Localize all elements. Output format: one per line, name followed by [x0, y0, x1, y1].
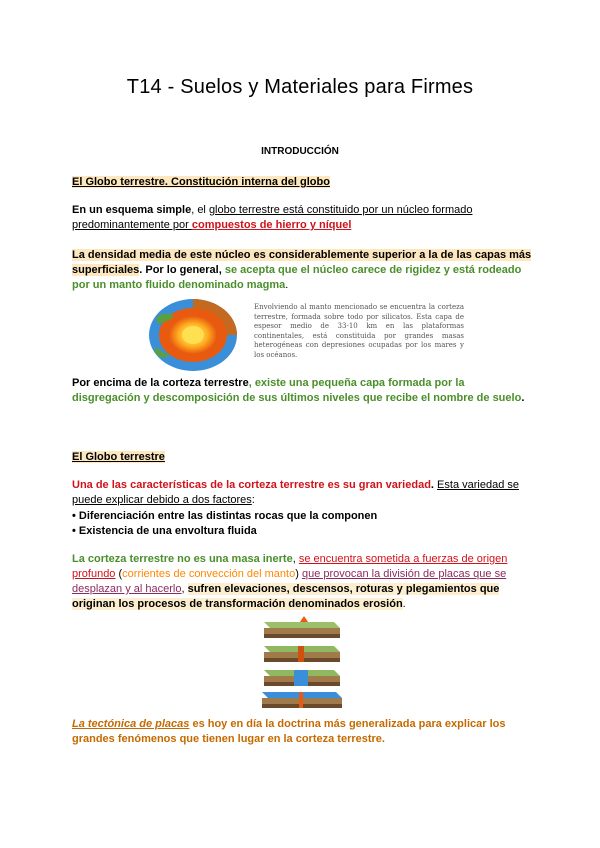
p1-a: En un esquema simple — [72, 204, 192, 216]
s2p1-c: Esta variedad se puede explicar debido a dos factores — [72, 479, 519, 506]
paragraph-soil — [72, 376, 532, 406]
p1-c: globo terrestre está constituido por un núcleo formado predominantemente por — [72, 204, 473, 231]
plate-stage-1 — [264, 616, 340, 638]
section1-heading: El Globo terrestre. Constitución interna del globo — [72, 176, 330, 188]
paragraph-tectonics — [72, 717, 532, 747]
s2p3-a: La tectónica de placas — [72, 718, 190, 730]
s2p2-e: corrientes de convección del manto — [122, 568, 296, 580]
p2-b: . Por lo general, — [139, 264, 225, 276]
earth-layers-figure — [144, 296, 242, 374]
s2p1-d: : — [251, 494, 255, 506]
section2-heading: El Globo terrestre — [72, 451, 165, 463]
p3-c: . — [521, 392, 525, 404]
s2p1-a: Una de las características de la corteza terrestre es su gran variedad — [72, 479, 431, 491]
paragraph-core — [72, 203, 532, 233]
s2p1-b: . — [430, 479, 438, 491]
paragraph-variety — [72, 478, 532, 508]
p1-b: , el — [191, 204, 209, 216]
s2p2-i: sufren elevaciones, descensos, roturas y plegamientos que originan los procesos de transformación denominados erosión — [72, 583, 500, 610]
s2p2-a: La corteza terrestre no es una masa inerte — [72, 553, 293, 565]
s2p2-j: . — [402, 598, 406, 610]
plate-stage-2 — [264, 646, 340, 662]
s2p2-f: ) — [295, 568, 302, 580]
s2p2-c: se encuentra sometida a fuerzas de origen profundo — [72, 553, 508, 580]
s2p3-b: es hoy en día la doctrina más generalizada para explicar los grandes fenómenos que tienen lugar en la corteza terrestre. — [72, 718, 506, 745]
p3-b: , existe una pequeña capa formada por la disgregación y descomposición de sus últimos niveles que recibe el nombre de suelo — [72, 377, 522, 404]
s2p2-d: ( — [115, 568, 123, 580]
paragraph-density — [72, 248, 532, 293]
bullet-item: • Existencia de una envoltura fluida — [72, 525, 257, 537]
p2-c: se acepta que el núcleo carece de rigidez y está rodeado por un manto fluido denominado magma — [72, 264, 522, 291]
s2p2-g: que provocan la división de placas que se desplazan y al hacerlo — [72, 568, 507, 595]
s2p2-h: , — [181, 583, 188, 595]
bullet-item: • Diferenciación entre las distintas rocas que la componen — [72, 510, 378, 522]
paragraph-crust — [72, 552, 532, 612]
section1-heading-row — [72, 175, 532, 190]
figure-caption: Envolviendo al manto mencionado se encuentra la corteza terrestre, formada sobre todo por silicatos. Esta capa de espesor medio de 33-10 km en las plataformas continentales, está constituida por grandes masas heterogéneas con depresiones ocupadas por los mares y los océanos. — [254, 303, 464, 359]
plate-stage-4 — [262, 692, 342, 708]
p1-d: compuestos de hierro y níquel — [191, 219, 352, 231]
tectonic-plates-figure — [254, 616, 348, 710]
page-title: T14 - Suelos y Materiales para Firmes — [126, 76, 474, 98]
p2-a: La densidad media de este núcleo es considerablemente superior a la de las capas más superficiales — [72, 249, 532, 276]
s2p2-b: , — [292, 553, 299, 565]
p3-a: Por encima de la corteza terrestre — [72, 377, 249, 389]
plate-stage-3 — [264, 670, 340, 686]
intro-heading: INTRODUCCIÓN — [261, 146, 339, 157]
section2-heading-row — [72, 450, 532, 465]
p2-d: . — [285, 279, 289, 291]
